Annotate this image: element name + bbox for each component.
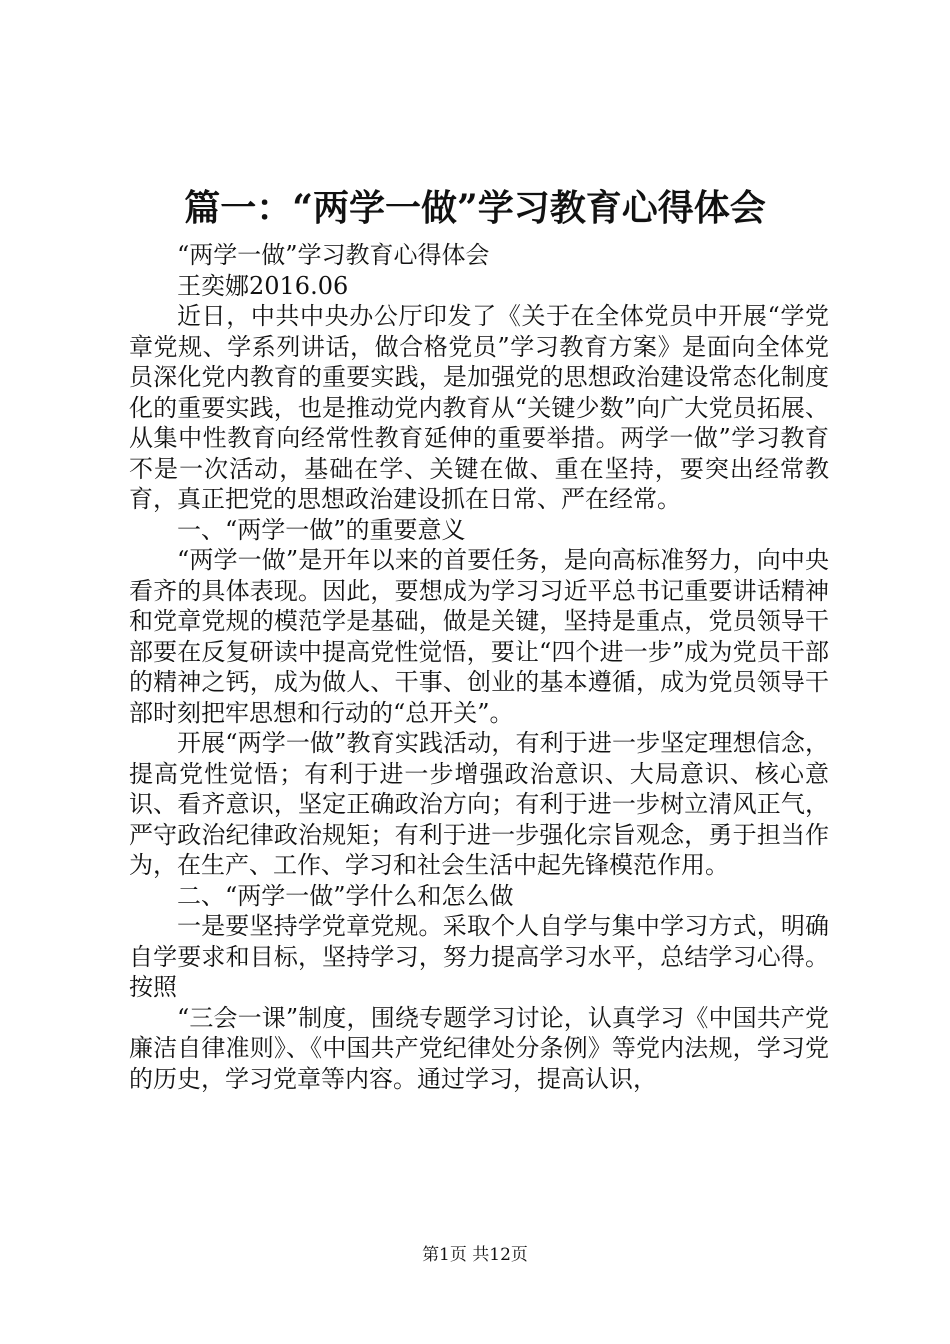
paragraph-subtitle: “两学一做”学习教育心得体会: [177, 241, 490, 269]
paragraph-intro: 近日，中共中央办公厅印发了《关于在全体党员中开展“学党章党规、学系列讲话，做合格党员”学习教育方案》是面向全体党员深化党内教育的重要实践，是加强党的思想政治建设常态化制度化的重要实践，也是推动党内教育从“关键少数”向广大党员拓展、从集中性教育向经常性教育延伸的重要举措。两学一做”学习教育不是一次活动，基础在学、关键在做、重在坚持，要突出经常教育，真正把党的思想政治建设抓在日常、严在经常。: [129, 302, 829, 513]
document-title: 篇一：“两学一做”学习教育心得体会: [184, 187, 766, 229]
paragraph-benefits: 开展“两学一做”教育实践活动，有利于进一步坚定理想信念，提高党性觉悟；有利于进一步增强政治意识、大局意识、核心意识、看齐意识，坚定正确政治方向；有利于进一步树立清风正气，严守政治纪律政治规矩；有利于进一步强化宗旨观念，勇于担当作为，在生产、工作、学习和社会生活中起先锋模范作用。: [129, 729, 829, 879]
paragraph-significance: “两学一做”是开年以来的首要任务，是向高标准努力，向中央看齐的具体表现。因此，要想成为学习习近平总书记重要讲话精神和党章党规的模范学是基础，做是关键，坚持是重点，党员领导干部要在反复研读中提高党性觉悟，要让“四个进一步”成为党员干部的精神之钙，成为做人、干事、创业的基本遵循，成为党员领导干部时刻把牢思想和行动的“总开关”。: [129, 546, 829, 727]
document-body: [129, 240, 829, 1094]
paragraph-point-one: 一是要坚持学党章党规。采取个人自学与集中学习方式，明确自学要求和目标，坚持学习，努力提高学习水平，总结学习心得。按照: [129, 912, 829, 1001]
section-heading-1: 一、“两学一做”的重要意义: [177, 515, 466, 544]
paragraph-author-date: 王奕娜2016.06: [177, 271, 349, 300]
paragraph-three-meetings: “三会一课”制度，围绕专题学习讨论，认真学习《中国共产党廉洁自律准则》、《中国共产党纪律处分条例》等党内法规，学习党的历史，学习党章等内容。通过学习，提高认识，: [129, 1003, 829, 1093]
page-number-footer: 第1页 共12页: [422, 1245, 528, 1265]
section-heading-2: 二、“两学一做”学什么和怎么做: [177, 881, 514, 910]
